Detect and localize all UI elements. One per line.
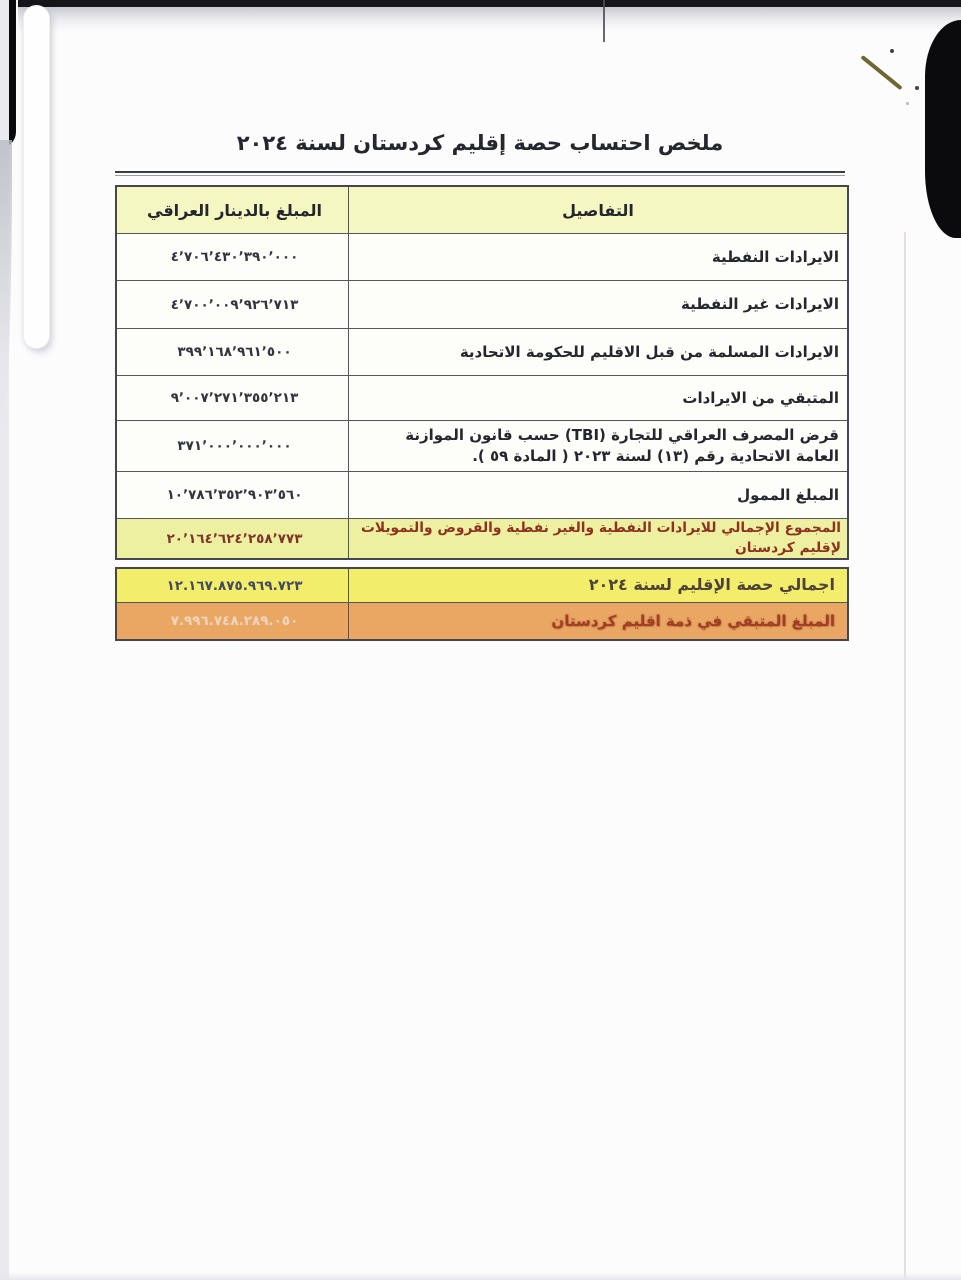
header-cell-details: التفاصيل — [562, 200, 634, 220]
row-label: المبلغ الممول — [737, 485, 839, 504]
pen-dot — [915, 86, 919, 90]
region-share-row — [117, 569, 847, 603]
registration-tick-mark — [603, 0, 605, 42]
main-table — [115, 185, 849, 560]
region-share-label: اجمالي حصة الإقليم لسنة ٢٠٢٤ — [588, 575, 835, 595]
pen-dot — [906, 102, 909, 105]
page-bottom-shadow — [0, 1272, 961, 1280]
remaining-balance-amount: ٧.٩٩٦.٧٤٨.٢٨٩.٠٥٠ — [170, 613, 299, 629]
remaining-balance-label: المبلغ المتبقي في ذمة اقليم كردستان — [551, 611, 835, 630]
table-row — [117, 281, 847, 329]
pen-mark-icon — [860, 55, 902, 90]
row-label: الايرادات غير النفطية — [681, 295, 839, 313]
row-amount: ٣٧١٬٠٠٠٬٠٠٠٬٠٠٠ — [177, 438, 292, 454]
table-row — [117, 376, 847, 421]
table-row — [117, 329, 847, 376]
row-label: قرض المصرف العراقي للتجارة (TBI) حسب قانون الموازنة العامة الاتحادية رقم (١٣) لسنة ٢٠٢٣ ( المادة ٥٩ ). — [405, 426, 839, 465]
table-row — [117, 421, 847, 472]
row-amount: ٣٩٩٬١٦٨٬٩٦١٬٥٠٠ — [177, 344, 292, 360]
row-amount: ٩٬٠٠٧٬٢٧١٬٣٥٥٬٢١٣ — [170, 390, 299, 406]
row-label: المتبقي من الايرادات — [682, 388, 839, 407]
page-title: ملخص احتساب حصة إقليم كردستان لسنة ٢٠٢٤ — [236, 131, 724, 155]
table-header-row — [117, 187, 847, 234]
page-fold-line — [904, 232, 906, 1280]
row-label: الايرادات النفطية — [711, 247, 839, 266]
grand-total-amount: ٢٠٬١٦٤٬٦٢٤٬٢٥٨٬٧٧٣ — [166, 530, 303, 547]
row-label: الايرادات المسلمة من قبل الاقليم للحكومة الاتحادية — [459, 342, 839, 361]
page-left-edge-curve — [0, 140, 12, 440]
remaining-balance-row — [117, 603, 847, 639]
grand-total-row — [117, 519, 847, 558]
summary-table — [115, 567, 849, 641]
scanner-top-gradient — [18, 7, 961, 31]
row-amount: ٤٬٧٠٦٬٤٣٠٬٣٩٠٬٠٠٠ — [170, 249, 299, 265]
title-divider — [115, 171, 845, 173]
page-curl-strip — [24, 6, 49, 348]
row-amount: ٤٬٧٠٠٬٠٠٩٬٩٢٦٬٧١٣ — [170, 296, 299, 313]
row-amount: ١٠٬٧٨٦٬٣٥٢٬٩٠٣٬٥٦٠ — [166, 487, 303, 503]
scanner-right-shadow — [925, 20, 961, 238]
header-cell-amount: المبلغ بالدينار العراقي — [121, 187, 349, 233]
title-divider-echo — [115, 175, 845, 176]
region-share-amount: ١٢.١٦٧.٨٧٥.٩٦٩.٧٢٣ — [166, 577, 303, 594]
table-row — [117, 234, 847, 281]
pen-dot — [890, 49, 894, 53]
scanner-top-shadow — [18, 0, 961, 7]
table-row — [117, 472, 847, 519]
grand-total-label: المجموع الإجمالي للايرادات النفطية والغير نفطية والقروض والتمويلات لإقليم كردستان — [360, 520, 841, 556]
